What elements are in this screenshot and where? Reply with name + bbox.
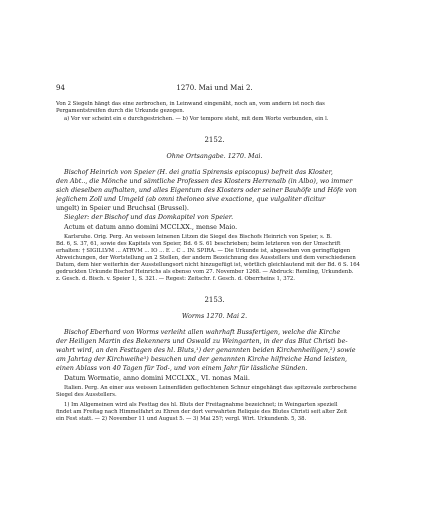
running-head: 1270. Mai und Mai 2. (176, 84, 253, 92)
document-number-2152: 2152. (204, 136, 225, 144)
note-line: Bd. 6, S. 37, 61, sowie des Kapitels von Speier, Bd. 6 S. 61 beschrieben; beim letzteren von der Umschrift (56, 241, 341, 247)
top-note-line: Von 2 Siegeln hängt das eine zerbrochen, in Leinwand eingenäht, noch an, vom andern ist noch das (56, 101, 325, 107)
body-line: den Abt.., die Mönche und sämtliche Professen des Klosters Herrenalb (in Albo), wo immer (56, 177, 353, 185)
footnote-line: findet am Freitag nach Himmelfahrt zu Ehren der dort verwahrten Reliquie des Blutes Christi seit alter Zeit (56, 409, 348, 415)
note-line: gedruckten Urkunde Bischof Heinrichs als ebenso vom 27. November 1268. — Abdruck: Remling, Urkundenb. (56, 269, 354, 275)
datum-line: Datum Wormatie, anno domini MCCLXX., VI. nonas Maii. (64, 374, 250, 382)
body-line: am Jahrtag der Kirchweihe³) besuchen und der genannten Kirche hilfreiche Hand leisten, (56, 355, 348, 363)
body-line: Bischof Heinrich von Speier (H. dei gratia Spirensis episcopus) befreit das Kloster, (64, 168, 333, 176)
note-line: z. Gesch. d. Bisch. v. Speier 1, S. 321. — Regest: Zeitschr. f. Gesch. d. Oberrheins 1, 372. (56, 276, 295, 282)
page-number: 94 (56, 84, 65, 92)
dateline-2153: Worms 1270. Mai 2. (181, 312, 248, 320)
note-line: Karlsruhe. Orig. Perg. An weissen leinenen Litzen die Siegel des Bischofs Heinrich von Speier, s. B. (64, 234, 332, 240)
body-line: ungelt) in Speier und Bruchsal (Brussel). (56, 204, 189, 212)
dateline-2152: Ohne Ortsangabe. 1270. Mai. (166, 152, 263, 160)
document-number-2153: 2153. (204, 296, 225, 304)
datum-line: Actum et datum anno domini MCCLXX., mense Maio. (64, 223, 238, 231)
note-line: Datum, dem hier weiterhin der Ausstellungsort nicht hinzugefügt ist, wörtlich gleichlautend mit der Bd. 6 S. 164 (56, 262, 360, 268)
note-line: Siegel des Ausstellers. (56, 392, 117, 398)
footnote-line: ein Fest statt. — 2) November 11 und August 5. — 3) Mai 25?; vergl. Wirt. Urkundenb. 5, 38. (56, 416, 307, 422)
note-line: Abweichungen, der Wortstellung an 2 Stellen, der andern Bezeichnung des Ausstellers und dem verschiedenen (56, 255, 356, 261)
note-line: erhalten: † SIGILLVM ... ATRVM ... IO ... E .. C .. IN. SPIRA. — Die Urkunde ist, abgesehen von geringfügigen (56, 248, 351, 254)
top-footnote: a) Vor ver scheint ein e durchgestrichen. — b) Vor tempore steht, mit dem Worte verbunden, ein l. (64, 116, 329, 122)
body-line: der Heiligen Martin des Bekenners und Oswald zu Weingarten, in der das Blut Christi be- (56, 337, 348, 345)
body-line: sich dieselben aufhalten, und alles Eigentum des Klosters oder seiner Bauhöfe und Höfe von (56, 186, 357, 194)
note-line: Italien. Perg. An einer aus weissen Leinenfäden geflochtenen Schnur eingehängt das spitzovale zerbrochene (64, 385, 357, 391)
footnote-line: 1) Im Allgemeinen wird als Festtag des hl. Bluts der Freitagnahme bezeichnet; in Weingarten speziell (64, 402, 338, 408)
body-line: Bischof Eberhard von Worms verleiht allen wahrhaft Bussfertigen, welche die Kirche (64, 328, 341, 336)
body-line: wahrt wird, an den Festtagen des hl. Bluts,¹) der genannten beiden Kirchenheiligen,²) sowie (56, 346, 356, 354)
body-line: einen Ablass von 40 Tagen für Tod-, und von einem Jahr für lässliche Sünden. (56, 364, 308, 372)
body-line: jeglichem Zoll und Umgeld (ab omni theloneo sive exactione, que vulgaliter dicitur (56, 195, 326, 203)
top-note-line: Pergamentstreifen durch die Urkunde gezogen. (56, 108, 185, 114)
sealer-line: Siegler: der Bischof und das Domkapitel von Speier. (64, 213, 234, 221)
